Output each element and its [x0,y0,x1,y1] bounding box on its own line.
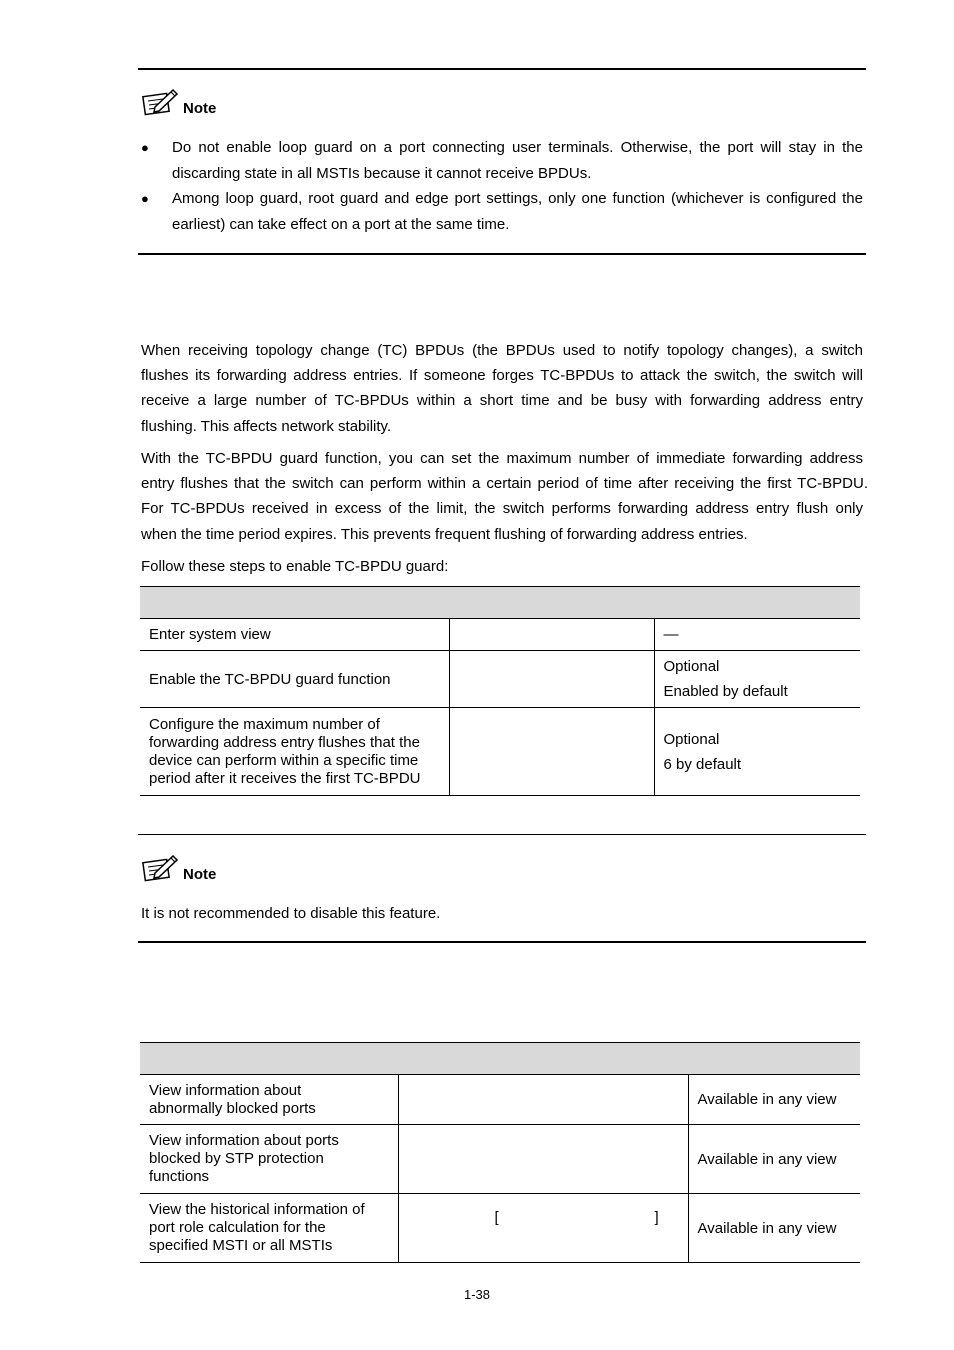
command-cell [449,651,654,708]
paragraph-line: With the TC-BPDU guard function, you can set the maximum number of immediate forwarding address [141,450,863,467]
note-header [141,87,216,117]
bullet-dot-icon: ● [141,191,149,206]
table-row [140,708,860,796]
note-bullet-text: Do not enable loop guard on a port connecting user terminals. Otherwise, the port will stay in the discarding state in all MSTIs because it cannot receive BPDUs. [172,139,863,182]
bullet-dot-icon: ● [141,140,149,155]
task-cell [140,1075,398,1125]
column-header-remarks [688,1043,860,1075]
table-header-row [140,1043,860,1075]
note-header [141,853,216,883]
paragraph-line: flushing. This affects network stability. [141,417,392,435]
table-header-row [140,587,860,619]
note-bullet-item [141,186,863,237]
note-pencil-icon [141,853,179,883]
tc-guard-paragraph-1 [141,338,863,439]
column-header-task [140,587,449,619]
page-number: 1-38 [463,1287,491,1302]
command-cell [398,1194,688,1263]
tc-guard-paragraph-2 [141,446,868,547]
paragraph-line: When receiving topology change (TC) BPDUs (the BPDUs used to notify topology changes), a switch [141,342,863,359]
remarks-cell [654,708,860,796]
steps-intro: Follow these steps to enable TC-BPDU guard: [141,558,449,575]
column-header-remarks [654,587,860,619]
column-header-command [449,587,654,619]
command-cell [398,1125,688,1194]
note-text: It is not recommended to disable this feature. [141,905,441,922]
column-header-command [398,1043,688,1075]
paragraph-line: For TC-BPDUs received in excess of the limit, the switch performs forwarding address entry flush only [141,500,863,518]
paragraph-line: when the time period expires. This prevents frequent flushing of forwarding address entries. [141,525,748,543]
note-bottom-rule [138,253,866,255]
task-line: device can perform within a specific time [149,751,419,769]
tc-guard-steps-table [140,586,860,796]
remarks-cell: Available in any view [688,1194,860,1263]
task-cell [140,708,449,796]
command-cell [449,708,654,796]
table-row [140,651,860,708]
task-cell: Enable the TC-BPDU guard function [140,651,449,708]
command-cell [449,619,654,651]
display-commands-table [140,1042,860,1263]
note-label: Note [183,866,217,883]
note-top-rule [138,68,866,70]
command-bracket-close: ] [654,1209,659,1226]
remarks-cell: Available in any view [688,1075,860,1125]
task-cell [140,1194,398,1263]
column-header-task [140,1043,398,1075]
note-bottom-rule [138,941,866,943]
note-pencil-icon [141,87,179,117]
remarks-line: Optional [663,730,720,748]
task-line: View information about [149,1081,302,1099]
remarks-cell: Available in any view [688,1125,860,1194]
task-cell [140,1125,398,1194]
task-line: blocked by STP protection [149,1150,324,1167]
task-line: specified MSTI or all MSTIs [149,1237,333,1254]
task-line: abnormally blocked ports [149,1099,316,1117]
remarks-cell: — [654,619,860,651]
remarks-line: Optional [663,658,720,675]
remarks-cell [654,651,860,708]
task-line: port role calculation for the [149,1219,326,1236]
table-row [140,619,860,651]
table-row [140,1125,860,1194]
remarks-line: 6 by default [663,755,742,773]
note-top-rule [138,834,866,835]
paragraph-line: entry flushes that the switch can perform within a certain period of time after receiving the first TC-BPDU. [141,475,868,493]
note-label: Note [183,100,217,117]
table-row [140,1075,860,1125]
note-bullet-item [141,135,863,186]
task-line: Configure the maximum number of [149,715,380,733]
task-line: forwarding address entry flushes that the [149,733,420,751]
command-cell [398,1075,688,1125]
command-bracket-open: [ [494,1209,499,1226]
task-cell: Enter system view [140,619,449,651]
task-line: View the historical information of [149,1201,365,1218]
paragraph-line: receive a large number of TC-BPDUs within a short time and be busy with forwarding address entry [141,392,863,410]
task-line: functions [149,1168,210,1185]
table-row [140,1194,860,1263]
note-bullet-text: Among loop guard, root guard and edge port settings, only one function (whichever is configured the earliest) can take effect on a port at the same time. [172,190,863,233]
task-line: View information about ports [149,1132,339,1149]
remarks-line: Enabled by default [663,683,788,700]
task-line: period after it receives the first TC-BPDU [149,769,421,787]
paragraph-line: flushes its forwarding address entries. If someone forges TC-BPDUs to attack the switch, the switch will [141,367,863,385]
